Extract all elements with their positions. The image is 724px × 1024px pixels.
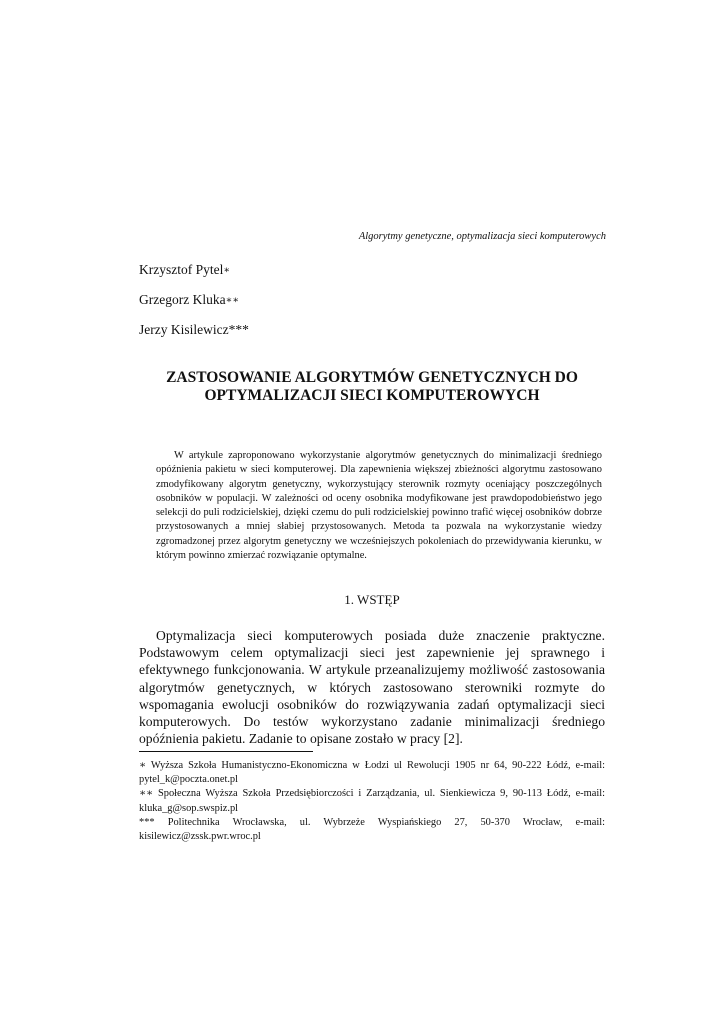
footnote-3: *** Politechnika Wrocławska, ul. Wybrzeże Wyspiańskiego 27, 50-370 Wrocław, e-mail: kisilewicz@zssk.pwr.wroc.pl: [139, 816, 605, 843]
author-2: [139, 292, 239, 308]
footnote-1: ∗ Wyższa Szkoła Humanistyczno-Ekonomiczna w Łodzi ul Rewolucji 1905 nr 64, 90-222 Łódź, e-mail: pytel_k@poczta.onet.pl: [139, 760, 605, 786]
title-line-1: ZASTOSOWANIE ALGORYTMÓW GENETYCZNYCH DO: [166, 369, 578, 386]
author-name: Jerzy Kisilewicz: [139, 322, 229, 337]
abstract: W artykule zaproponowano wykorzystanie algorytmów genetycznych do minimalizacji średniego opóźnienia pakietu w sieci komputerowej. Dla zapewnienia większej zbieżności algorytmu zastosowano zmodyfikowany algorytm genetyczny, wykorzystujący sterownik rozmyty oceniający poszczególnych osobników w populacji. W zależności od oceny osobnika modyfikowane jest prawdopodobieństwo jego selekcji do puli rodzicielskiej, dzięki czemu do puli rodzicielskiej powinno trafić więcej osobników dobrze przystosowanych a mniej słabiej przystosowanych. Metoda ta pozwala na wykorzystanie wiedzy zgromadzonej przez algorytm genetyczny we wcześniejszych pokoleniach do przewidywania kierunku, w którym powinno zmierzać rozwiązanie optymalne.: [156, 450, 602, 562]
intro-paragraph: Optymalizacja sieci komputerowych posiada duże znaczenie praktyczne. Podstawowym celem optymalizacji sieci jest zapewnienie jej sprawnego i efektywnego funkcjonowania. W artykule przeanalizujemy możliwość zastosowania algorytmów genetycznych, w których zastosowano sterowniki rozmyte do wspomagania ewolucji osobników do rozwiązywania zadań optymalizacji sieci komputerowych. Do testów wykorzystano zadanie minimalizacji średniego opóźnienia pakietu. Zadanie to opisane zostało w pracy [2].: [139, 628, 605, 747]
affiliation-mark: ∗∗: [225, 295, 240, 306]
affiliation-mark: ∗: [223, 265, 231, 276]
author-name: Grzegorz Kluka: [139, 292, 226, 307]
title-line-2: OPTYMALIZACJI SIECI KOMPUTEROWYCH: [204, 387, 540, 404]
author-1: [139, 262, 230, 278]
footnote-divider: [139, 751, 313, 752]
author-name: Krzysztof Pytel: [139, 262, 224, 277]
footnotes: [139, 759, 605, 844]
paper-title: [139, 369, 605, 405]
section-heading: 1. WSTĘP: [344, 592, 400, 607]
keywords-header: Algorytmy genetyczne, optymalizacja sieci komputerowych: [358, 231, 606, 242]
author-3: [139, 322, 249, 338]
affiliation-mark: ***: [228, 322, 249, 337]
footnote-2: ∗∗ Społeczna Wyższa Szkoła Przedsiębiorczości i Zarządzania, ul. Sienkiewicza 9, 90-113 Łódź, e-mail: kluka_g@sop.swspiz.pl: [139, 788, 605, 814]
